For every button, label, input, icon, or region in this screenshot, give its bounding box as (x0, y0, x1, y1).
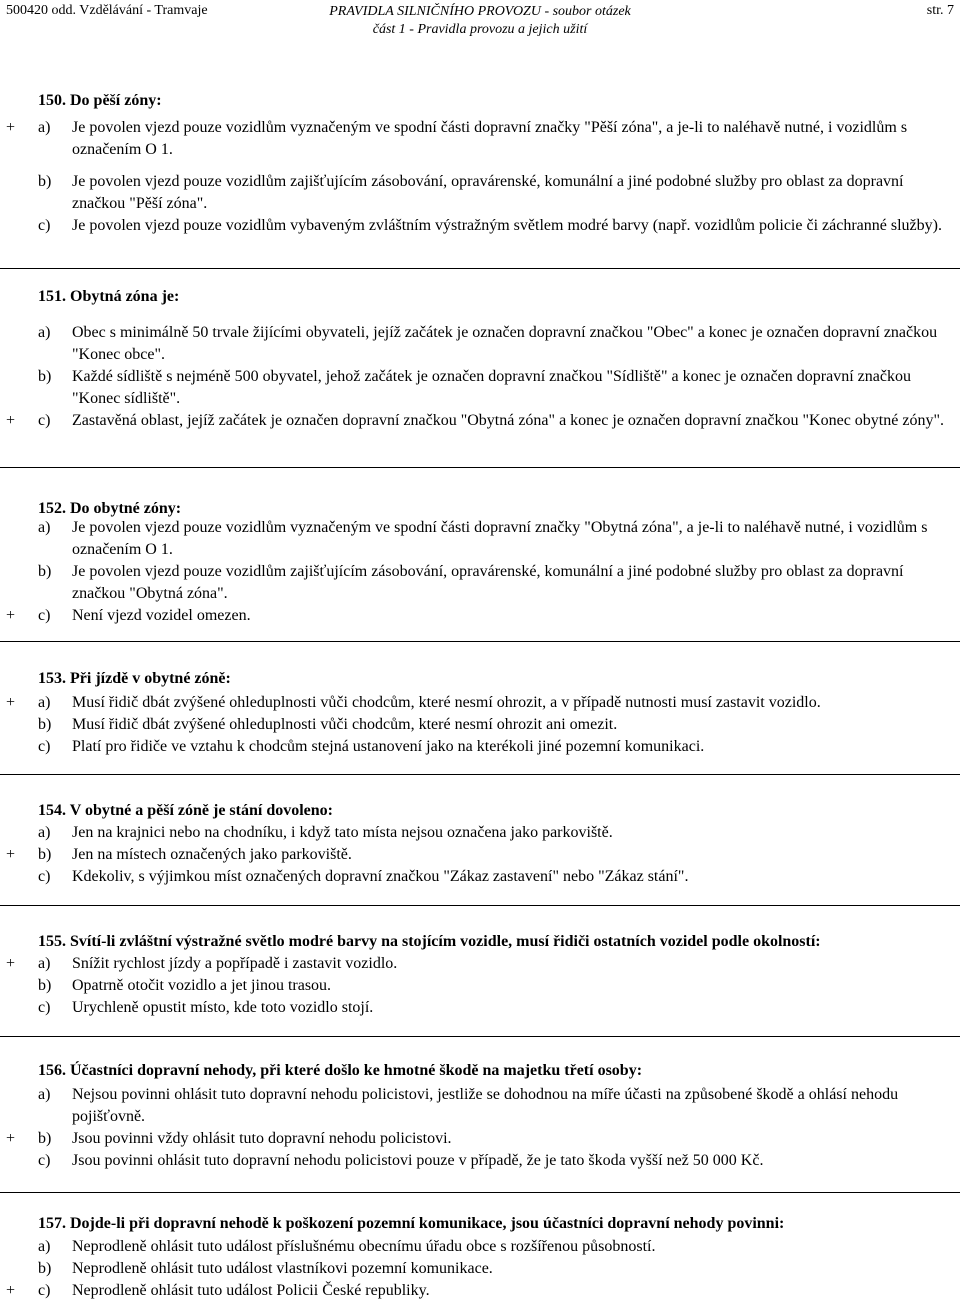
correct-answer-marker: + (6, 1130, 16, 1147)
section-divider (0, 1192, 960, 1193)
question-number: 155. (38, 933, 70, 950)
question-title (38, 1215, 784, 1233)
correct-answer-marker: + (6, 119, 16, 136)
answer-text: Je povolen vjezd pouze vozidlům vyznačeným ve spodní části dopravní značky "Pěší zóna", a je-li to naléhavě nutné, i vozidlům s označením O 1. (72, 119, 908, 158)
answer-letter: b) (38, 563, 52, 580)
header-center (0, 3, 960, 39)
answer-text: Zastavěná oblast, jejíž začátek je označen dopravní značkou "Obytná zóna" a konec je označen dopravní značkou "Konec obytné zóny". (72, 412, 944, 429)
answer-letter: c) (38, 607, 51, 624)
question-number: 151. (38, 288, 70, 305)
answer-text: Kdekoliv, s výjimkou míst označených dopravní značkou "Zákaz zastavení" nebo "Zákaz stání". (72, 868, 689, 885)
answer-letter: a) (38, 824, 51, 841)
question-text: Dojde-li při dopravní nehodě k poškození pozemní komunikace, jsou účastníci dopravní nehody povinni: (70, 1215, 785, 1232)
answer-letter: c) (38, 738, 51, 755)
answer-letter: b) (38, 368, 52, 385)
question-title (38, 802, 333, 820)
answer-letter: c) (38, 217, 51, 234)
header-subtitle: část 1 - Pravidla provozu a jejich užití (372, 22, 588, 37)
correct-answer-marker: + (6, 412, 16, 429)
answer-text: Jen na krajnici nebo na chodníku, i když tato místa nejsou označena jako parkoviště. (72, 824, 613, 841)
correct-answer-marker: + (6, 694, 16, 711)
answer-letter: b) (38, 1130, 52, 1147)
section-divider (0, 1036, 960, 1037)
answer-letter: c) (38, 412, 51, 429)
answer-text: Musí řidič dbát zvýšené ohleduplnosti vůči chodcům, které nesmí ohrozit ani omezit. (72, 716, 618, 733)
question-text: Účastníci dopravní nehody, při které došlo ke hmotné škodě na majetku třetí osoby: (70, 1062, 643, 1079)
section-divider (0, 905, 960, 906)
section-divider (0, 641, 960, 642)
correct-answer-marker: + (6, 1282, 16, 1299)
answer-text: Jsou povinni ohlásit tuto dopravní nehodu policistovi pouze v případě, že je tato škoda vyšší než 50 000 Kč. (72, 1152, 764, 1169)
page-number: str. 7 (926, 3, 954, 18)
answer-text: Neprodleně ohlásit tuto událost vlastníkovi pozemní komunikace. (72, 1260, 493, 1277)
answer-text: Je povolen vjezd pouze vozidlům zajišťujícím zásobování, opravárenské, komunální a jiné podobné služby pro oblast za dopravní značkou "Pěší zóna". (72, 173, 904, 212)
question-number: 153. (38, 670, 70, 687)
question-text: Obytná zóna je: (70, 288, 180, 305)
answer-text: Je povolen vjezd pouze vozidlům vyznačeným ve spodní části dopravní značky "Obytná zóna", a je-li to naléhavě nutné, i vozidlům s označením O 1. (72, 519, 928, 558)
answer-letter: c) (38, 999, 51, 1016)
answer-text: Jsou povinni vždy ohlásit tuto dopravní nehodu policistovi. (72, 1130, 452, 1147)
question-number: 157. (38, 1215, 70, 1232)
answer-letter: a) (38, 694, 51, 711)
answer-letter: a) (38, 324, 51, 341)
answer-text: Jen na místech označených jako parkoviště. (72, 846, 352, 863)
answer-letter: b) (38, 846, 52, 863)
answer-letter: a) (38, 119, 51, 136)
question-number: 150. (38, 92, 70, 109)
answer-letter: b) (38, 977, 52, 994)
answer-text: Nejsou povinni ohlásit tuto dopravní nehodu policistovi, jestliže se dohodnou na míře účasti na způsobené škodě a ohlásí nehodu pojišťovně. (72, 1086, 899, 1125)
answer-text: Je povolen vjezd pouze vozidlům zajišťujícím zásobování, opravárenské, komunální a jiné podobné služby pro oblast za dopravní značkou "Obytná zóna". (72, 563, 904, 602)
answer-text: Musí řidič dbát zvýšené ohleduplnosti vůči chodcům, které nesmí ohrozit, a v případě nutnosti musí zastavit vozidlo. (72, 694, 821, 711)
answer-letter: a) (38, 955, 51, 972)
question-title (38, 288, 179, 306)
question-text: Při jízdě v obytné zóně: (70, 670, 231, 687)
question-title (38, 933, 821, 951)
answer-letter: b) (38, 1260, 52, 1277)
answer-letter: b) (38, 716, 52, 733)
question-title (38, 92, 162, 110)
section-divider (0, 268, 960, 269)
answer-text: Urychleně opustit místo, kde toto vozidlo stojí. (72, 999, 374, 1016)
answer-text: Každé sídliště s nejméně 500 obyvatel, jehož začátek je označen dopravní značkou "Sídliště" a konec je označen dopravní značkou "Konec sídliště". (72, 368, 911, 407)
question-title (38, 500, 181, 518)
answer-text: Je povolen vjezd pouze vozidlům vybaveným zvláštním výstražným světlem modré barvy (např. vozidlům policie či záchranné služby). (72, 217, 942, 234)
question-number: 152. (38, 500, 70, 517)
question-title (38, 670, 231, 688)
answer-text: Snížit rychlost jízdy a popřípadě i zastavit vozidlo. (72, 955, 398, 972)
header-title: PRAVIDLA SILNIČNÍHO PROVOZU - soubor otázek (329, 4, 631, 19)
answer-letter: c) (38, 868, 51, 885)
answer-text: Obec s minimálně 50 trvale žijícími obyvateli, jejíž začátek je označen dopravní značkou "Obec" a konec je označen dopravní značkou "Konec obce". (72, 324, 938, 363)
answer-text: Neprodleně ohlásit tuto událost příslušnému obecnímu úřadu obce s rozšířenou působností. (72, 1238, 656, 1255)
answer-letter: b) (38, 173, 52, 190)
correct-answer-marker: + (6, 846, 16, 863)
answer-letter: a) (38, 519, 51, 536)
correct-answer-marker: + (6, 607, 16, 624)
answer-text: Není vjezd vozidel omezen. (72, 607, 251, 624)
answer-text: Neprodleně ohlásit tuto událost Policii České republiky. (72, 1282, 430, 1299)
question-text: V obytné a pěší zóně je stání dovoleno: (69, 802, 333, 819)
correct-answer-marker: + (6, 955, 16, 972)
question-text: Do obytné zóny: (70, 500, 182, 517)
page-header (0, 0, 960, 44)
section-divider (0, 774, 960, 775)
question-title (38, 1062, 642, 1080)
question-number: 156. (38, 1062, 70, 1079)
answer-letter: a) (38, 1086, 51, 1103)
question-text: Svítí-li zvláštní výstražné světlo modré barvy na stojícím vozidle, musí řidiči ostatních vozidel podle okolností: (70, 933, 821, 950)
question-number: 154. (38, 802, 70, 819)
section-divider (0, 467, 960, 468)
answer-letter: a) (38, 1238, 51, 1255)
header-left: 500420 odd. Vzdělávání - Tramvaje (6, 3, 208, 18)
answer-text: Platí pro řidiče ve vztahu k chodcům stejná ustanovení jako na kterékoli jiné pozemní komunikaci. (72, 738, 705, 755)
question-text: Do pěší zóny: (70, 92, 162, 109)
answer-text: Opatrně otočit vozidlo a jet jinou trasou. (72, 977, 332, 994)
answer-letter: c) (38, 1152, 51, 1169)
answer-letter: c) (38, 1282, 51, 1299)
